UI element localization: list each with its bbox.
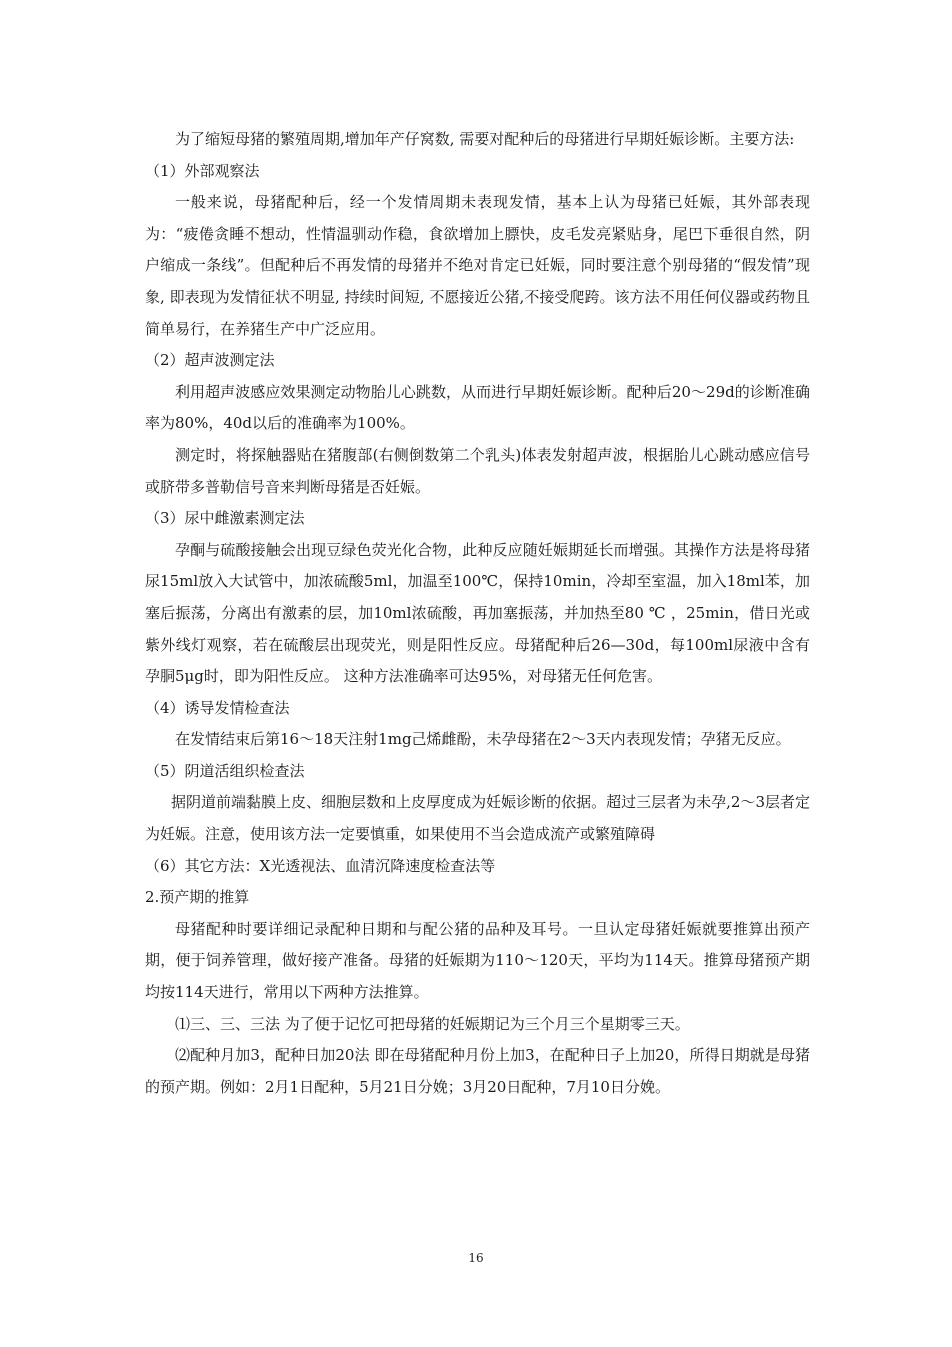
section-heading-induced-estrus: （4）诱导发情检查法 bbox=[145, 698, 290, 717]
body-text bbox=[145, 124, 810, 1103]
section-heading-due-date: 2.预产期的推算 bbox=[145, 888, 250, 907]
paragraph-ultrasound-2: 测定时，将探触器贴在猪腹部(右侧倒数第二个乳头)体表发射超声波，根据胎儿心跳动感应信号或脐带多普勒信号音来判断母猪是否妊娠。 bbox=[145, 445, 810, 496]
paragraph-method-month-plus-three: ⑵配种月加3，配种日加20法 即在母猪配种月份上加3，在配种日子上加20，所得日期就是母猪的预产期。例如：2月1日配种，5月21日分娩；3月20日配种，7月10日分娩。 bbox=[145, 1046, 810, 1096]
paragraph-method-three-three-three: ⑴三、三、三法 为了便于记忆可把母猪的妊娠期记为三个月三个星期零三天。 bbox=[175, 1014, 690, 1033]
section-heading-vaginal-biopsy: （5）阴道活组织检查法 bbox=[145, 761, 305, 780]
section-heading-other-methods: （6）其它方法：X光透视法、血清沉降速度检查法等 bbox=[145, 856, 496, 875]
section-heading-ultrasound: （2）超声波测定法 bbox=[145, 351, 275, 370]
intro-paragraph: 为了缩短母猪的繁殖周期,增加年产仔窝数, 需要对配种后的母猪进行早期妊娠诊断。主要方法: bbox=[175, 130, 795, 148]
section-heading-external-observation: （1）外部观察法 bbox=[145, 161, 260, 180]
paragraph-induced-estrus: 在发情结束后第16～18天注射1mg己烯雌酚，未孕母猪在2～3天内表现发情；孕猪无反应。 bbox=[175, 730, 791, 749]
paragraph-urine-estrogen: 孕酮与硫酸接触会出现豆绿色荧光化合物，此种反应随妊娠期延长而增强。其操作方法是将母猪尿15ml放入大试管中，加浓硫酸5ml，加温至100℃，保持10min，冷却至室温，加入18ml苯，加塞后振荡，分离出有激素的层，加10ml浓硫酸，再加塞振荡，并加热至80 ℃ ，25min，借日光或紫外线灯观察，若在硫酸层出现荧光，则是阳性反应。母猪配种后26—30d，每100ml尿液中含有孕胴5μg时，即为阳性反应。 这种方法准确率可达95%，对母猪无任何危害。 bbox=[145, 540, 810, 686]
page-number: 16 bbox=[468, 1251, 484, 1265]
section-heading-urine-estrogen: （3）尿中雌激素测定法 bbox=[145, 509, 305, 528]
paragraph-due-date: 母猪配种时要详细记录配种日期和与配公猪的品种及耳号。一旦认定母猪妊娠就要推算出预产期，便于饲养管理，做好接产准备。母猪的妊娠期为110～120天，平均为114天。推算母猪预产期均按114天进行，常用以下两种方法推算。 bbox=[145, 919, 810, 1002]
paragraph-vaginal-biopsy: 据阴道前端黏膜上皮、细胞层数和上皮厚度成为妊娠诊断的依据。超过三层者为未孕,2～3层者定为妊娠。注意，使用该方法一定要慎重，如果使用不当会造成流产或繁殖障碍 bbox=[145, 793, 810, 844]
paragraph-external-observation: 一般来说，母猪配种后，经一个发情周期未表现发情，基本上认为母猪已妊娠，其外部表现为：“疲倦贪睡不想动，性情温驯动作稳，食欲增加上膘快，皮毛发亮紧贴身，尾巴下垂很自然，阴户缩成一条线”。但配种后不再发情的母猪并不绝对肯定已妊娠，同时要注意个别母猪的“假发情”现象, 即表现为发情征状不明显, 持续时间短, 不愿接近公猪,不接受爬跨。该方法不用任何仪器或药物且简单易行，在养猪生产中广泛应用。 bbox=[145, 193, 810, 338]
paragraph-ultrasound-1: 利用超声波感应效果测定动物胎儿心跳数，从而进行早期妊娠诊断。配种后20～29d的诊断准确率为80%，40d以后的准确率为100%。 bbox=[145, 382, 810, 433]
